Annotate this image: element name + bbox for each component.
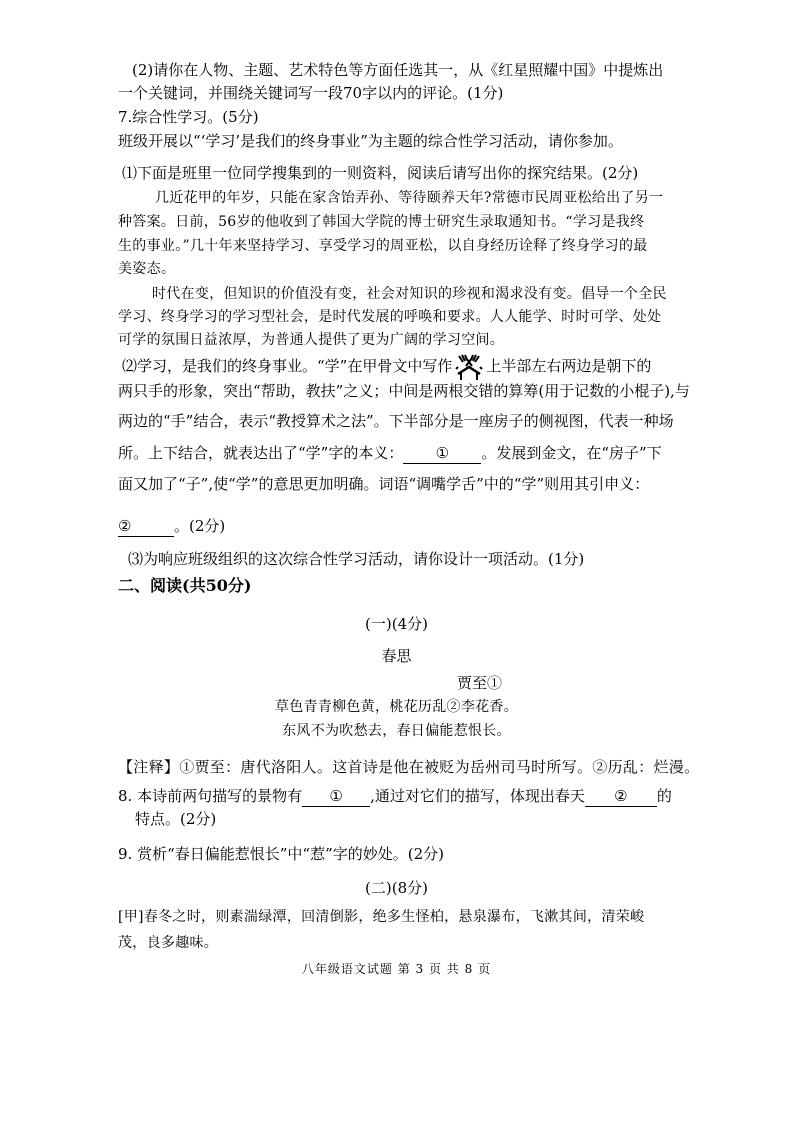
q9: 9. 赏析“春日偏能惹恨长”中“惹”字的妙处。(2分) bbox=[118, 845, 445, 863]
q7-sub2-line4-b: 。发展到金文，在“房子”下 bbox=[481, 444, 662, 462]
q8-line1 bbox=[118, 786, 672, 807]
poem-author: 贾至① bbox=[457, 674, 503, 692]
q8-answer-blank-2[interactable]: ② bbox=[585, 786, 657, 807]
answer-blank-2[interactable]: ② bbox=[118, 516, 174, 537]
q7-sub1: ⑴下面是班里一位同学搜集到的一则资料，阅读后请写出你的探究结果。(2分) bbox=[122, 164, 639, 182]
poem-title: 春思 bbox=[381, 647, 412, 665]
q7-sub2-line6-b: 。(2分) bbox=[174, 517, 226, 535]
q8-answer-blank-1[interactable]: ① bbox=[302, 786, 370, 807]
part-2-heading: (二)(8分) bbox=[365, 879, 428, 897]
oracle-bone-xue-icon bbox=[454, 352, 484, 382]
q8-line2: 特点。(2分) bbox=[135, 810, 217, 828]
q7-sub2-line2: 两只手的形象，突出“帮助，教扶”之义；中间是两根交错的算筹(用于记数的小棍子),与 bbox=[118, 382, 690, 400]
q7-sub2-line6 bbox=[118, 516, 225, 537]
answer-blank-1[interactable]: ① bbox=[403, 443, 481, 464]
q7-sub2-line1-a: ⑵学习，是我们的终身事业。“学”在甲骨文中写作 bbox=[122, 357, 453, 375]
q8-line1-a: 8. 本诗前两句描写的景物有 bbox=[118, 787, 303, 805]
q7-sub2-line3: 两边的“手”结合，表示“教授算术之法”。下半部分是一座房子的侧视图，代表一种场 bbox=[118, 412, 674, 430]
poem-line-2: 东风不为吹愁去，春日偏能惹恨长。 bbox=[282, 723, 511, 739]
q7-sub2-line5: 面又加了“子”,使“学”的意思更加明确。词语“调嘴学舌”中的“学”则用其引申义： bbox=[118, 475, 650, 493]
jia-text-line1: [甲]春冬之时，则素湍绿潭，回清倒影，绝多生怪柏，悬泉瀑布，飞漱其间，清荣峻 bbox=[118, 909, 645, 925]
page-footer: 八年级语文试题 第 3 页 共 8 页 bbox=[301, 962, 492, 976]
q7-sub2-line4 bbox=[118, 443, 662, 464]
part-1-heading: (一)(4分) bbox=[365, 615, 428, 633]
q6-2-line2: 一个关键词，并围绕关键词写一段70字以内的评论。(1分) bbox=[118, 84, 504, 102]
material-p1-line1: 几近花甲的年岁，只能在家含饴弄孙、等待颐养天年?常德市民周亚松给出了另一 bbox=[155, 190, 664, 206]
q8-line1-c: 的 bbox=[656, 787, 672, 805]
q7-sub2-line1 bbox=[122, 352, 651, 382]
material-p1-line3: 生的事业。”几十年来坚持学习、享受学习的周亚松，以自身经历诠释了终身学习的最 bbox=[118, 238, 648, 254]
q7-heading: 7.综合性学习。(5分) bbox=[118, 108, 259, 126]
q7-sub2-line4-a: 所。上下结合，就表达出了“学”字的本义： bbox=[118, 444, 404, 462]
material-p1-line2: 种答案。日前，56岁的他收到了韩国大学院的博士研究生录取通知书。“学习是我终 bbox=[118, 214, 645, 230]
poem-notes: 【注释】①贾至：唐代洛阳人。这首诗是他在被贬为岳州司马时所写。②历乱：烂漫。 bbox=[118, 758, 700, 776]
q8-line1-b: ,通过对它们的描写，体现出春天 bbox=[370, 787, 585, 805]
material-p2-line2: 学习、终身学习的学习型社会，是时代发展的呼唤和要求。人人能学、时时可学、处处 bbox=[118, 309, 662, 325]
section-2-heading: 二、阅读(共50分) bbox=[118, 576, 252, 595]
material-p2-line1: 时代在变，但知识的价值没有变，社会对知识的珍视和渴求没有变。倡导一个全民 bbox=[152, 286, 667, 302]
q6-2-line1: (2)请你在人物、主题、艺术特色等方面任选其一，从《红星照耀中国》中提炼出 bbox=[132, 61, 664, 79]
material-p2-line3: 可学的氛围日益浓厚，为普通人提供了更为广阔的学习空间。 bbox=[118, 332, 505, 348]
jia-text-line2: 茂，良多趣味。 bbox=[118, 935, 219, 951]
material-p1-line4: 美姿态。 bbox=[118, 261, 176, 277]
q7-intro: 班级开展以“‘学习’是我们的终身事业”为主题的综合性学习活动，请你参加。 bbox=[118, 132, 623, 150]
q7-sub3: ⑶为响应班级组织的这次综合性学习活动，请你设计一项活动。(1分) bbox=[128, 550, 585, 568]
q7-sub2-line1-b: 上半部左右两边是朝下的 bbox=[486, 357, 652, 375]
poem-line-1: 草色青青柳色黄，桃花历乱②李花香。 bbox=[274, 699, 519, 715]
